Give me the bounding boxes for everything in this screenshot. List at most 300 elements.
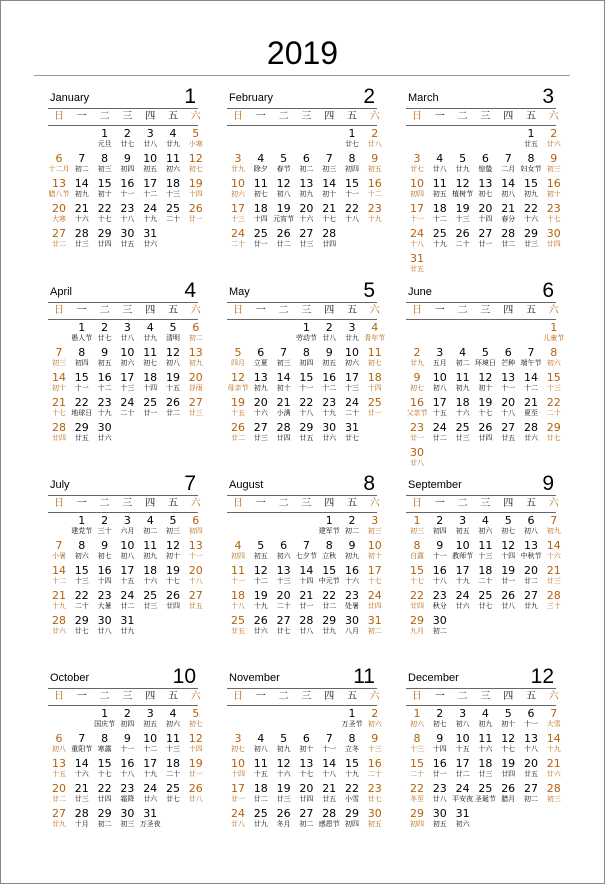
- lunar-label: 中元节: [318, 577, 340, 585]
- month-name: August: [229, 479, 264, 491]
- lunar-label: 初五: [143, 720, 158, 728]
- day-number: 19: [478, 396, 493, 409]
- day-number: 3: [234, 732, 242, 745]
- lunar-label: 十九: [367, 215, 382, 223]
- lunar-label: 廿七: [546, 434, 561, 442]
- lunar-label: 十四: [432, 745, 447, 753]
- lunar-label: 廿八: [231, 820, 245, 828]
- lunar-label: 廿八: [97, 627, 112, 635]
- lunar-label: 廿七: [367, 795, 382, 803]
- weekday-label: 一: [76, 691, 87, 702]
- day-number: 28: [322, 807, 337, 820]
- day-number: 28: [546, 782, 561, 795]
- day-cell: [543, 540, 565, 561]
- lunar-label: 初八: [253, 745, 268, 753]
- lunar-label: 廿五: [188, 602, 203, 610]
- day-cell: [364, 758, 386, 779]
- month-name: April: [50, 286, 73, 298]
- lunar-label: 初六: [166, 720, 180, 728]
- day-cell: [364, 372, 386, 393]
- day-number: 5: [504, 707, 512, 720]
- lunar-label: 愚人节: [71, 334, 93, 342]
- day-number: 28: [52, 421, 66, 434]
- month-number: 1: [184, 85, 196, 108]
- lunar-label: 劳动节: [295, 334, 317, 342]
- lunar-label: 廿三: [188, 409, 203, 417]
- day-number: 9: [325, 346, 333, 359]
- day-number: 16: [367, 177, 382, 190]
- weekday-label: 五: [526, 498, 536, 509]
- day-cell: [543, 758, 565, 779]
- lunar-label: 初九: [253, 384, 268, 392]
- day-number: 25: [455, 421, 470, 434]
- lunar-label: 廿五: [410, 265, 424, 273]
- day-number: 4: [146, 321, 154, 334]
- day-number: 10: [410, 177, 424, 190]
- lunar-label: 地球日: [71, 409, 93, 417]
- weekday-label: 二: [457, 305, 468, 316]
- day-number: 27: [188, 396, 203, 409]
- day-number: 20: [188, 564, 203, 577]
- lunar-label: 廿一: [253, 240, 268, 248]
- day-number: 23: [410, 421, 424, 434]
- lunar-label: 初六: [276, 552, 291, 560]
- day-number: 11: [143, 539, 158, 552]
- lunar-label: 十五: [166, 384, 180, 392]
- day-number: 7: [302, 539, 310, 552]
- lunar-label: 十三: [166, 745, 180, 753]
- lunar-label: 十六: [276, 770, 291, 778]
- day-number: 30: [97, 421, 112, 434]
- lunar-label: 廿四: [299, 795, 314, 803]
- lunar-label: 中秋节: [520, 552, 542, 560]
- lunar-label: 十一: [231, 577, 245, 585]
- day-number: 4: [459, 346, 467, 359]
- lunar-label: 十八: [299, 409, 314, 417]
- day-number: 25: [143, 396, 158, 409]
- lunar-label: 廿一: [478, 240, 493, 248]
- day-number: 4: [481, 707, 489, 720]
- lunar-label: 十五: [432, 409, 447, 417]
- day-number: 11: [166, 152, 180, 165]
- weekday-rule: [227, 319, 377, 320]
- day-number: 27: [501, 421, 516, 434]
- day-cell: [452, 808, 474, 829]
- day-number: 15: [74, 564, 89, 577]
- day-number: 11: [455, 371, 470, 384]
- lunar-label: 廿六: [143, 795, 158, 803]
- lunar-label: 廿五: [524, 770, 538, 778]
- weekday-row: [406, 690, 560, 704]
- day-number: 1: [101, 127, 109, 140]
- weekday-label: 日: [233, 111, 243, 122]
- lunar-label: 二月: [501, 165, 516, 173]
- weekday-label: 二: [457, 691, 468, 702]
- month-header: [227, 84, 377, 108]
- lunar-label: 廿六: [546, 770, 561, 778]
- day-cell: [364, 128, 386, 149]
- day-number: 1: [550, 321, 558, 334]
- day-number: 16: [97, 371, 112, 384]
- lunar-label: 廿二: [52, 240, 66, 248]
- lunar-label: 初七: [143, 359, 158, 367]
- lunar-label: 初二: [345, 527, 359, 535]
- day-cell: [543, 708, 565, 729]
- lunar-label: 初十: [299, 745, 314, 753]
- day-number: 4: [169, 707, 177, 720]
- day-number: 10: [120, 346, 135, 359]
- lunar-label: 十一: [74, 384, 89, 392]
- day-number: 10: [143, 732, 158, 745]
- day-number: 20: [276, 589, 291, 602]
- day-number: 25: [253, 227, 268, 240]
- day-number: 21: [52, 589, 66, 602]
- lunar-label: 廿八: [432, 795, 447, 803]
- weekday-label: 五: [526, 305, 536, 316]
- year-divider: [34, 75, 570, 76]
- month-february: [227, 84, 382, 274]
- lunar-label: 二十: [367, 770, 382, 778]
- day-number: 8: [348, 732, 356, 745]
- day-cell: [543, 733, 565, 754]
- lunar-label: 初六: [410, 720, 424, 728]
- day-number: 11: [432, 177, 447, 190]
- lunar-label: 十九: [546, 745, 561, 753]
- lunar-label: 廿七: [410, 165, 424, 173]
- month-header: [48, 664, 198, 688]
- month-november: [227, 664, 382, 854]
- day-number: 21: [546, 564, 561, 577]
- day-number: 25: [432, 227, 447, 240]
- month-january: [48, 84, 203, 274]
- lunar-label: 廿六: [253, 627, 268, 635]
- day-number: 6: [527, 707, 535, 720]
- day-number: 4: [371, 321, 379, 334]
- lunar-label: 廿五: [501, 434, 516, 442]
- weekday-rule: [406, 512, 556, 513]
- month-name: May: [229, 286, 250, 298]
- day-number: 11: [143, 346, 158, 359]
- lunar-label: 廿九: [345, 334, 359, 342]
- lunar-label: 十六: [253, 409, 268, 417]
- day-number: 1: [413, 707, 421, 720]
- month-number: 5: [363, 279, 375, 302]
- day-number: 9: [123, 732, 131, 745]
- day-number: 8: [348, 152, 356, 165]
- lunar-label: 初二: [74, 165, 89, 173]
- day-cell: [543, 178, 565, 199]
- weekday-label: 日: [412, 111, 422, 122]
- day-cell: [543, 322, 565, 343]
- day-number: 17: [231, 782, 245, 795]
- day-number: 12: [276, 757, 291, 770]
- lunar-label: 十五: [120, 577, 135, 585]
- lunar-label: 十八: [120, 770, 135, 778]
- day-number: 9: [371, 732, 379, 745]
- lunar-label: 十一: [120, 745, 135, 753]
- day-number: 24: [432, 421, 447, 434]
- header-rule: [227, 302, 377, 303]
- lunar-label: 十一: [524, 720, 538, 728]
- day-number: 18: [455, 396, 470, 409]
- day-number: 14: [501, 177, 516, 190]
- lunar-label: 十四: [143, 384, 158, 392]
- day-number: 19: [188, 757, 203, 770]
- day-number: 2: [123, 127, 131, 140]
- lunar-label: 十九: [432, 240, 447, 248]
- weekday-label: 日: [54, 691, 64, 702]
- lunar-label: 七夕节: [295, 552, 317, 560]
- day-number: 19: [501, 564, 516, 577]
- day-number: 24: [410, 227, 424, 240]
- lunar-label: 廿五: [74, 434, 89, 442]
- lunar-label: 初六: [546, 359, 561, 367]
- day-number: 2: [413, 346, 421, 359]
- day-number: 13: [299, 757, 314, 770]
- day-number: 27: [478, 227, 493, 240]
- lunar-label: 初八: [166, 359, 180, 367]
- header-rule: [227, 495, 377, 496]
- day-number: 13: [299, 177, 314, 190]
- weekday-label: 五: [347, 305, 357, 316]
- day-number: 27: [52, 807, 66, 820]
- day-number: 19: [276, 782, 291, 795]
- day-number: 24: [455, 782, 470, 795]
- day-number: 17: [455, 757, 470, 770]
- day-number: 26: [276, 227, 291, 240]
- month-number: 3: [542, 85, 554, 108]
- lunar-label: 廿九: [253, 820, 268, 828]
- weekday-label: 五: [526, 111, 536, 122]
- day-number: 17: [120, 564, 135, 577]
- day-number: 18: [253, 782, 268, 795]
- weekday-row: [48, 690, 202, 704]
- weekday-rule: [406, 125, 556, 126]
- day-number: 23: [367, 782, 382, 795]
- weekday-label: 三: [122, 111, 133, 122]
- day-number: 21: [322, 202, 337, 215]
- header-rule: [406, 108, 556, 109]
- lunar-label: 十四: [299, 577, 314, 585]
- weekday-label: 四: [145, 111, 156, 122]
- lunar-label: 十七: [299, 770, 314, 778]
- lunar-label: 廿八: [501, 602, 516, 610]
- lunar-label: 三十: [97, 527, 112, 535]
- day-cell: [543, 347, 565, 368]
- lunar-label: 初二: [188, 334, 203, 342]
- weekday-label: 六: [190, 305, 201, 316]
- lunar-label: 十三: [478, 552, 493, 560]
- lunar-label: 初六: [367, 720, 382, 728]
- lunar-label: 廿七: [345, 434, 359, 442]
- weekday-label: 一: [434, 498, 445, 509]
- month-name: September: [408, 479, 462, 491]
- day-number: 9: [550, 152, 558, 165]
- weekday-label: 三: [122, 305, 133, 316]
- day-number: 27: [524, 589, 538, 602]
- day-number: 6: [55, 732, 63, 745]
- day-cell: [406, 447, 428, 468]
- weekday-label: 二: [278, 498, 289, 509]
- lunar-label: 廿七: [97, 334, 112, 342]
- day-cell: [185, 758, 207, 779]
- lunar-label: 腊月: [501, 795, 516, 803]
- day-cell: [364, 397, 386, 418]
- lunar-label: 初七: [188, 720, 203, 728]
- lunar-label: 二十: [478, 577, 493, 585]
- lunar-label: 廿一: [188, 215, 203, 223]
- weekday-label: 一: [434, 691, 445, 702]
- lunar-label: 妇女节: [520, 165, 542, 173]
- lunar-label: 十六: [74, 215, 89, 223]
- lunar-label: 十四: [188, 190, 203, 198]
- lunar-label: 冬月: [276, 820, 291, 828]
- day-number: 14: [322, 757, 337, 770]
- lunar-label: 十七: [546, 215, 561, 223]
- day-number: 3: [436, 346, 444, 359]
- lunar-label: 二十: [276, 602, 291, 610]
- weekday-label: 五: [347, 691, 357, 702]
- lunar-label: 重阳节: [71, 745, 93, 753]
- month-header: [227, 664, 377, 688]
- day-number: 16: [546, 177, 561, 190]
- lunar-label: 初三: [52, 359, 66, 367]
- day-number: 11: [478, 732, 493, 745]
- weekday-label: 三: [301, 498, 312, 509]
- day-number: 17: [143, 757, 158, 770]
- day-number: 16: [432, 564, 447, 577]
- day-number: 21: [74, 782, 89, 795]
- day-number: 12: [276, 177, 291, 190]
- lunar-label: 母亲节: [227, 384, 249, 392]
- weekday-rule: [406, 705, 556, 706]
- lunar-label: 廿四: [97, 795, 112, 803]
- lunar-label: 廿五: [299, 434, 314, 442]
- day-number: 7: [78, 152, 86, 165]
- lunar-label: 初七: [432, 720, 447, 728]
- day-number: 21: [501, 202, 516, 215]
- day-number: 6: [192, 321, 200, 334]
- day-number: 10: [231, 757, 245, 770]
- day-number: 27: [299, 807, 314, 820]
- lunar-label: 四月: [231, 359, 245, 367]
- day-number: 6: [504, 346, 512, 359]
- lunar-label: 廿九: [231, 165, 245, 173]
- day-number: 2: [371, 707, 379, 720]
- day-number: 19: [253, 589, 268, 602]
- lunar-label: 十八: [231, 602, 245, 610]
- day-number: 11: [478, 539, 493, 552]
- day-number: 14: [546, 539, 561, 552]
- day-number: 10: [120, 539, 135, 552]
- day-number: 3: [146, 707, 154, 720]
- weekday-row: [227, 690, 381, 704]
- day-number: 21: [322, 782, 337, 795]
- weekday-label: 三: [301, 305, 312, 316]
- day-number: 13: [253, 371, 268, 384]
- day-number: 7: [78, 732, 86, 745]
- day-number: 16: [120, 177, 135, 190]
- day-number: 24: [231, 227, 245, 240]
- day-number: 25: [166, 202, 180, 215]
- lunar-label: 初三: [367, 527, 382, 535]
- day-number: 26: [501, 782, 516, 795]
- lunar-label: 初九: [546, 527, 561, 535]
- lunar-label: 廿八: [188, 795, 203, 803]
- lunar-label: 十九: [345, 770, 359, 778]
- day-number: 5: [280, 152, 288, 165]
- day-number: 30: [432, 807, 447, 820]
- lunar-label: 初九: [478, 720, 493, 728]
- lunar-label: 廿二: [432, 434, 447, 442]
- lunar-label: 廿三: [478, 770, 493, 778]
- weekday-label: 六: [369, 111, 380, 122]
- day-number: 31: [367, 614, 382, 627]
- day-number: 19: [501, 757, 516, 770]
- month-header: [48, 278, 198, 302]
- day-number: 31: [345, 421, 359, 434]
- day-number: 2: [101, 321, 109, 334]
- lunar-label: 霜降: [120, 795, 135, 803]
- day-number: 13: [276, 564, 291, 577]
- day-number: 14: [74, 177, 89, 190]
- weekday-label: 二: [99, 305, 110, 316]
- lunar-label: 处暑: [345, 602, 359, 610]
- month-number: 8: [363, 472, 375, 495]
- lunar-label: 十六: [299, 215, 314, 223]
- weekday-label: 三: [480, 498, 491, 509]
- day-number: 2: [348, 514, 356, 527]
- lunar-label: 廿二: [455, 770, 470, 778]
- weekday-label: 日: [233, 305, 243, 316]
- lunar-label: 廿五: [322, 795, 337, 803]
- lunar-label: 初四: [410, 190, 424, 198]
- day-number: 31: [120, 614, 135, 627]
- lunar-label: 端午节: [520, 359, 542, 367]
- day-number: 8: [101, 732, 109, 745]
- day-number: 17: [410, 202, 424, 215]
- day-number: 6: [280, 539, 288, 552]
- day-number: 18: [143, 371, 158, 384]
- day-number: 21: [52, 396, 66, 409]
- day-number: 18: [478, 564, 493, 577]
- lunar-label: 廿五: [231, 627, 245, 635]
- lunar-label: 廿三: [276, 795, 291, 803]
- lunar-label: 廿三: [524, 240, 538, 248]
- lunar-label: 十五: [253, 770, 268, 778]
- lunar-label: 建党节: [71, 527, 93, 535]
- month-april: [48, 278, 203, 468]
- day-number: 23: [345, 589, 359, 602]
- lunar-label: 十六: [74, 770, 89, 778]
- day-number: 18: [143, 564, 158, 577]
- day-number: 5: [504, 514, 512, 527]
- lunar-label: 初二: [97, 820, 112, 828]
- lunar-label: 廿六: [524, 434, 538, 442]
- weekday-label: 四: [503, 111, 514, 122]
- header-rule: [406, 302, 556, 303]
- day-number: 6: [527, 514, 535, 527]
- lunar-label: 六月: [120, 527, 135, 535]
- lunar-label: 平安夜: [452, 795, 474, 803]
- lunar-label: 廿四: [410, 602, 424, 610]
- day-number: 29: [299, 421, 314, 434]
- weekday-row: [227, 110, 381, 124]
- day-number: 22: [74, 396, 89, 409]
- lunar-label: 初九: [276, 745, 291, 753]
- day-number: 13: [188, 539, 203, 552]
- day-number: 2: [550, 127, 558, 140]
